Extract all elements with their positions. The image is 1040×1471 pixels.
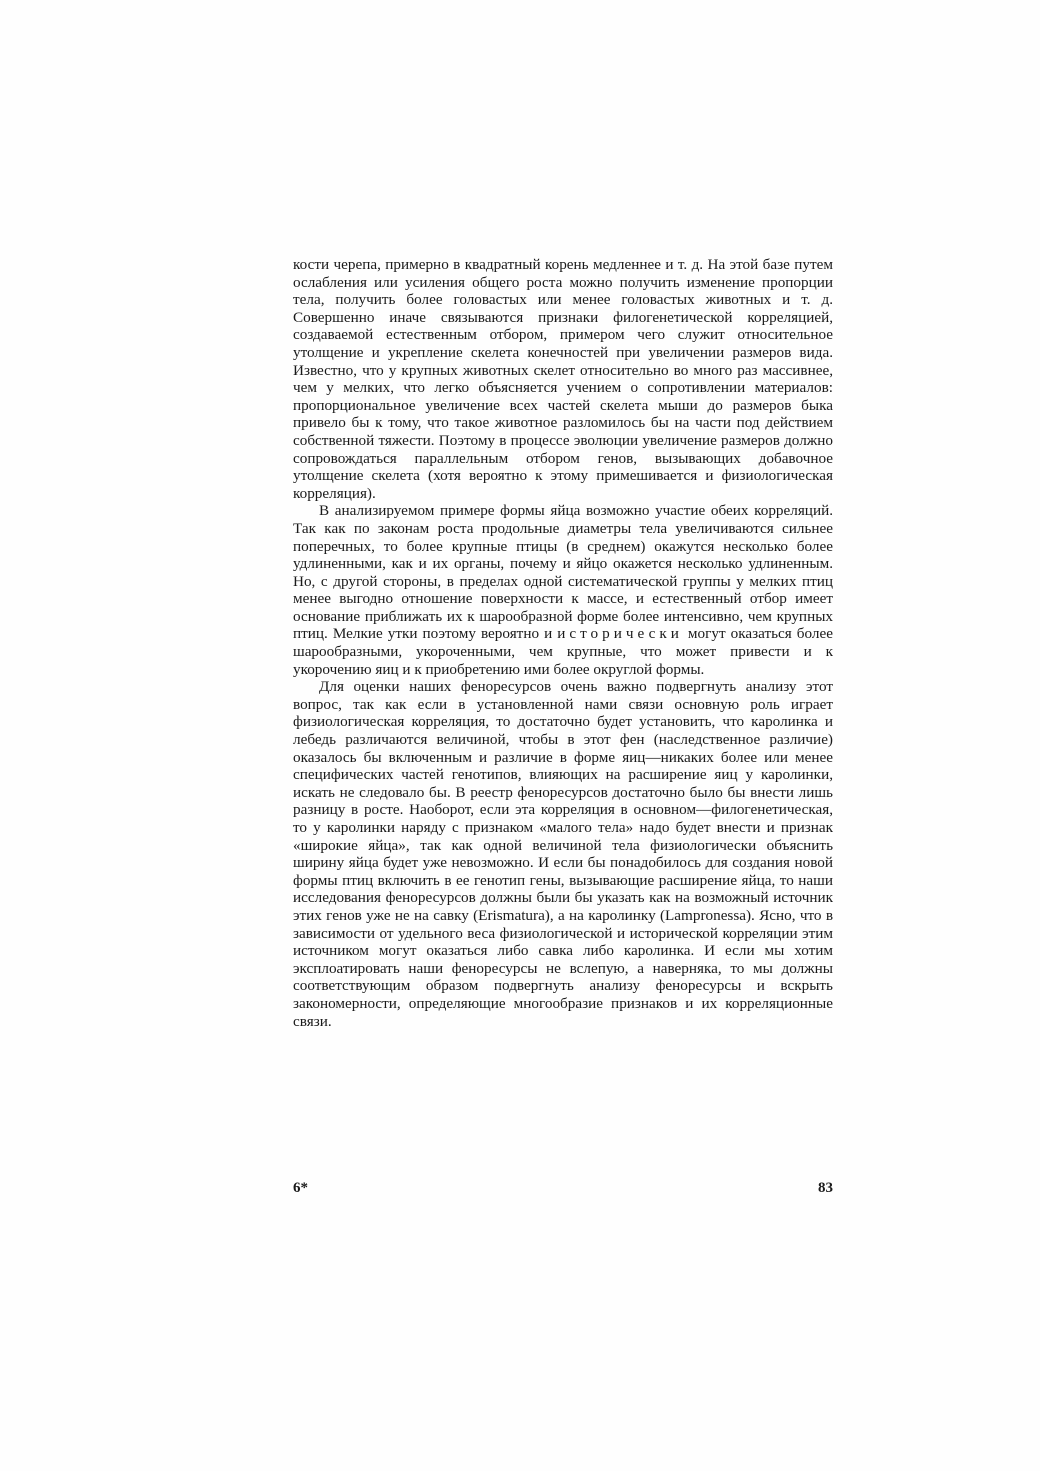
signature-mark: 6* — [293, 1180, 308, 1196]
page-number: 83 — [818, 1180, 833, 1196]
body-text — [293, 256, 833, 1030]
paragraph-1: кости черепа, примерно в квадратный корень медленнее и т. д. На этой базе путем ослабления или усиления общего роста можно получить изменение пропорции тела, получить более головастых или менее головастых животных и т. д. Совершенно иначе связываются признаки филогенетической корреляцией, создаваемой естественным отбором, примером чего служит относительное утолщение и укрепление скелета конечностей при увеличении размеров вида. Известно, что у крупных животных скелет относительно во много раз массивнее, чем у мелких, что легко объясняется учением о сопротивлении материалов: пропорциональное увеличение всех частей скелета мыши до размеров быка привело бы к тому, что такое животное разломилось бы на части под действием собственной тяжести. Поэтому в процессе эволюции увеличение размеров должно сопровождаться параллельным отбором генов, вызывающих добавочное утолщение скелета (хотя вероятно к этому примешивается и физиологическая корреляция). — [293, 256, 833, 502]
paragraph-2-text-after: могут оказаться более шарообразными, укороченными, чем крупные, что может привести и к укорочению яиц и к приобретению ими более округлой формы. — [293, 625, 833, 678]
paragraph-2-spaced-word: исторически — [557, 625, 683, 643]
paragraph-2-text-before: В анализируемом примере формы яйца возможно участие обеих корреляций. Так как по законам роста продольные диаметры тела увеличиваются сильнее поперечных, то более крупные птицы (в среднем) окажутся несколько более удлиненными, как и их органы, почему и яйцо окажется несколько удлиненным. Но, с другой стороны, в пределах одной систематической группы у мелких птиц менее выгодно отношение поверхности к массе, и естественный отбор имеет основание приближать их к шарообразной форме более интенсивно, чем крупных птиц. Мелкие утки поэтому вероятно и — [293, 502, 833, 643]
paragraph-2 — [293, 502, 833, 678]
paragraph-3: Для оценки наших феноресурсов очень важно подвергнуть анализу этот вопрос, так как если в установленной нами связи основную роль играет физиологическая корреляция, то достаточно будет установить, что каролинка и лебедь различаются величиной, чтобы в этот фен (наследственное различие) оказалось бы включенным и различие в форме яиц—никаких более или менее специфических частей генотипов, влияющих на расширение яиц у каролинки, искать не следовало бы. В реестр феноресурсов достаточно было бы внести лишь разницу в росте. Наоборот, если эта корреляция в основном—филогенетическая, то у каролинки наряду с признаком «малого тела» надо будет внести и признак «широкие яйца», так как одной величиной тела физиологически объяснить ширину яйца будет уже невозможно. И если бы понадобилось для создания новой формы птиц включить в ее генотип гены, вызывающие расширение яйца, то наши исследования феноресурсов должны были бы указать как на возможный источник этих генов уже не на савку (Erismatura), а на каролинку (Lampronessa). Ясно, что в зависимости от удельного веса физиологической и исторической корреляции этим источником могут оказаться либо савка либо каролинка. И если мы хотим эксплоатировать наши феноресурсы не вслепую, а наверняка, то мы должны соответствующим образом подвергнуть анализу феноресурсы и вскрыть закономерности, определяющие многообразие признаков и их корреляционные связи. — [293, 678, 833, 1030]
